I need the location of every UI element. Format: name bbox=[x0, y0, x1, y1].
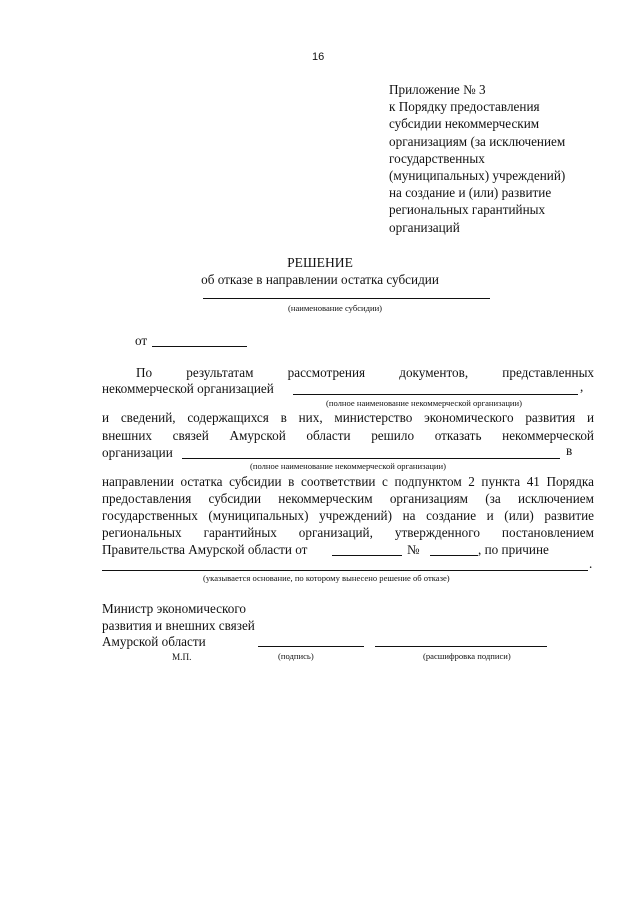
reason-caption: (указывается основание, по которому вынесено решение об отказе) bbox=[203, 573, 450, 583]
p2-in: в bbox=[566, 443, 573, 458]
stamp-label: М.П. bbox=[172, 652, 192, 662]
signer-line-2: развития и внешних связей bbox=[102, 618, 255, 633]
p1-word: представленных bbox=[502, 365, 595, 380]
p3-line-5-a: Правительства Амурской области от bbox=[102, 542, 308, 557]
signature-line[interactable] bbox=[258, 646, 364, 647]
p3-line-3: государственных (муниципальных) учреждений) на создание и (или) развитие bbox=[102, 508, 594, 523]
p3-line-4: региональных гарантийных организаций, утвержденного постановлением bbox=[102, 525, 594, 540]
signature-caption: (подпись) bbox=[278, 651, 314, 661]
end-dot: . bbox=[589, 556, 593, 571]
signer-line-3: Амурской области bbox=[102, 634, 206, 649]
reason-line[interactable] bbox=[102, 570, 588, 571]
p1-line-2: некоммерческой организацией bbox=[102, 381, 274, 396]
appendix-line: Приложение № 3 bbox=[389, 82, 486, 97]
p1-word: документов, bbox=[399, 365, 469, 380]
p1-word: По bbox=[136, 365, 153, 380]
subsidy-name-line[interactable] bbox=[203, 298, 490, 299]
decree-number-line[interactable] bbox=[430, 555, 478, 556]
p3-line-1: направлении остатка субсидии в соответствии с подпунктом 2 пункта 41 Порядка bbox=[102, 474, 594, 489]
signature-decode-caption: (расшифровка подписи) bbox=[423, 651, 511, 661]
p3-line-5-no: № bbox=[407, 542, 420, 557]
p3-line-5-b: , по причине bbox=[478, 542, 549, 557]
document-title: РЕШЕНИЕ bbox=[287, 255, 353, 270]
appendix-line: организациям (за исключением bbox=[389, 133, 566, 149]
decree-date-line[interactable] bbox=[332, 555, 402, 556]
org-name-line-2[interactable] bbox=[182, 458, 560, 459]
org-caption-2: (полное наименование некоммерческой организации) bbox=[250, 461, 446, 471]
org-caption-1: (полное наименование некоммерческой организации) bbox=[326, 398, 522, 408]
p3-line-2: предоставления субсидии некоммерческим организациям (за исключением bbox=[102, 491, 594, 506]
appendix-block bbox=[389, 81, 565, 236]
org-name-line-1[interactable] bbox=[293, 394, 578, 395]
signer-line-1: Министр экономического bbox=[102, 601, 247, 616]
p1-word: рассмотрения bbox=[287, 365, 366, 380]
signature-decode-line[interactable] bbox=[375, 646, 547, 647]
paragraph-1-line-1 bbox=[136, 365, 594, 381]
page-number: 16 bbox=[312, 51, 325, 63]
from-label: от bbox=[135, 333, 148, 348]
p1-comma: , bbox=[580, 379, 584, 394]
appendix-line: (муниципальных) учреждений) bbox=[389, 168, 566, 184]
p2-line-2: внешних связей Амурской области решило отказать некоммерческой bbox=[102, 428, 594, 443]
subsidy-caption: (наименование субсидии) bbox=[288, 303, 383, 313]
from-date-line[interactable] bbox=[152, 346, 247, 347]
appendix-line: региональных гарантийных bbox=[389, 202, 546, 218]
appendix-line: субсидии некоммерческим bbox=[389, 116, 540, 132]
p2-line-1: и сведений, содержащихся в них, министерство экономического развития и bbox=[102, 410, 594, 425]
p2-line-3: организации bbox=[102, 445, 173, 460]
appendix-line: государственных bbox=[389, 150, 485, 166]
appendix-line: организаций bbox=[389, 219, 460, 235]
appendix-line: к Порядку предоставления bbox=[389, 99, 540, 115]
p1-word: результатам bbox=[186, 365, 254, 380]
appendix-line: на создание и (или) развитие bbox=[389, 185, 552, 201]
document-subtitle: об отказе в направлении остатка субсидии bbox=[201, 272, 439, 287]
